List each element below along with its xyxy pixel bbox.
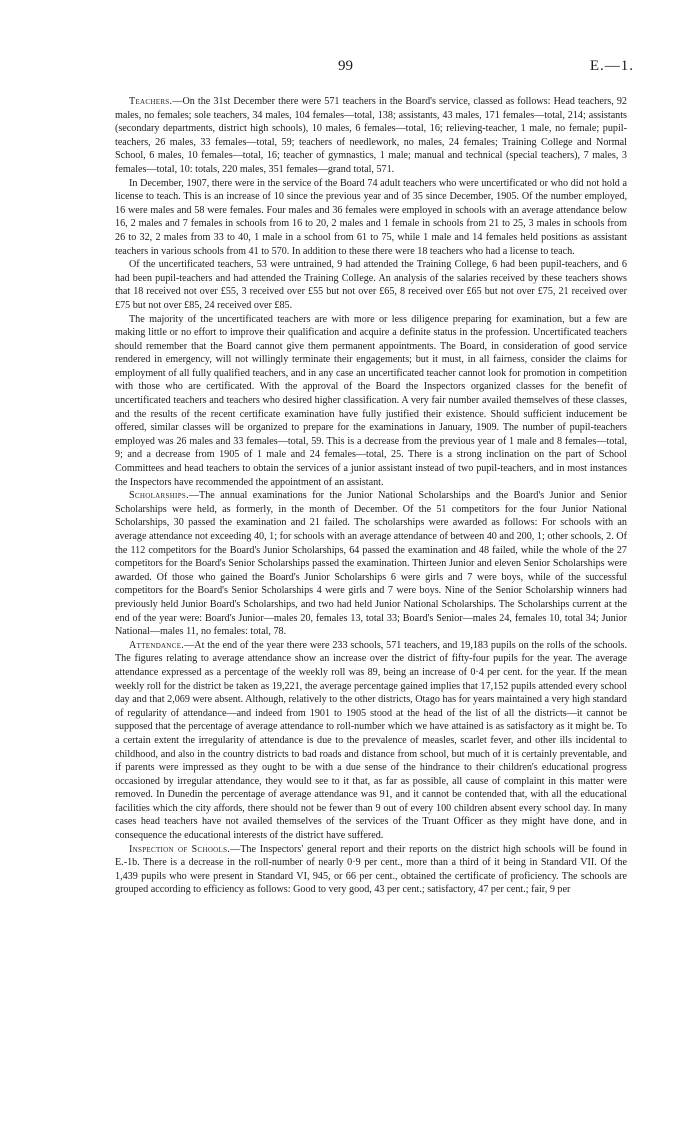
section-heading: Attendance. [129, 639, 185, 651]
section-heading: Inspection of Schools. [129, 843, 231, 855]
paragraph-text: —At the end of the year there were 233 schools, 571 teachers, and 19,183 pupils on the rolls of the schools. The figures relating to average attendance show an increase over the district of fifty-four pupils for the year. The average attendance expressed as a percentage of the weekly roll was 89, being an increase of 0·4 per cent. for the year. If the mean weekly roll for the district be taken as 19,221, the average percentage gained implies that 17,152 pupils attended every school day and that 2,069 were absent. Although, relatively to the other districts, Otago has for years maintained a very high standard of regularity of attendance—and indeed from 1901 to 1905 stood at the head of the list of all the districts—it cannot be supposed that the percentage of average attendance to roll-number which we have attained is as satisfactory as it might be. To a certain extent the irregularity of attendance is due to the prevalence of measles, scarlet fever, and other ills incidental to childhood, and also in the country districts to bad roads and distance from school, but much of it is certainly preventable, and if parents were impressed as they ought to be with a due sense of the hindrance to their children's educational progress occasioned by irregular attendance, they would see to it that, as far as possible, all cause of complaint in this matter were removed. In Dunedin the percentage of average attendance was 91, and it cannot be contended that, with all the educational facilities which the city affords, there should not be fewer than 9 out of every 100 children absent every school day. In many cases head teachers have not availed themselves of the services of the Truant Officer as they might have done, and in consequence the educational interests of the district have suffered. [115, 639, 627, 842]
paragraph-inspection [115, 843, 627, 897]
paragraph-text: —On the 31st December there were 571 teachers in the Board's service, classed as follows: Head teachers, 92 males, no females; sole teachers, 34 males, 104 females—total, 138; assistants, 43 males, 171 females—total, 214; assistants (secondary departments, district high schools), 10 males, 6 females—total, 16; relieving-teacher, 1 male, no female; pupil-teachers, 26 males, 33 females—total, 59; teachers of needlework, no males, 24 females; Training College and Normal School, 6 males, 10 females—total, 16; teacher of gymnastics, 1 male; manual and technical (special teachers), 7 males, 3 females—total, 10: totals, 220 males, 351 females—grand total, 571. [115, 96, 627, 175]
page-number: 99 [338, 58, 353, 74]
paragraph-teachers [115, 95, 627, 177]
paragraph-text: In December, 1907, there were in the service of the Board 74 adult teachers who were uncertificated or who did not hold a license to teach. This is an increase of 10 since the previous year and of 35 since December, 1905. Of the number employed, 16 were males and 58 were females. Four males and 36 females were employed in schools with an average attendance below 16, 2 males and 7 females in schools from 16 to 20, 2 males and 1 female in schools from 21 to 25, 3 males in schools from 26 to 32, 2 males from 33 to 40, 1 male in a school from 61 to 75, while 1 male and 14 females held positions as assistant teachers in various schools from 41 to 570. In addition to these there were 18 teachers who had a license to teach. [115, 177, 627, 257]
paragraph-text: —The annual examinations for the Junior National Scholarships and the Board's Junior and Senior Scholarships were held, as formerly, in the month of December. Of the 51 competitors for the four Junior National Scholarships, 30 passed the examination and 21 failed. The scholarships were awarded as follows: For schools with an average attendance not exceeding 40, 1; for schools with an average attendance of between 40 and 200, 1; other schools, 2. Of the 112 competitors for the Board's Junior Scholarships, 64 passed the examination and 48 failed, while the whole of the 27 competitors for the Board's Senior Scholarships passed the examination. Thirteen Junior and eleven Senior Scholarships were awarded. Of those who gained the Board's Junior Scholarships 6 were girls and 7 were boys, while of the successful competitors for the Board's Senior Scholarships 4 were girls and 7 were boys. Nine of the Senior Scholarship winners had previously held Junior Board's Scholarships, and two had held Junior National Scholarships. The Scholarships current at the end of the year were: Board's Junior—males 20, females 13, total 33; Board's Senior—males 24, females 10, total 34; Junior National—males 11, no females: total, 78. [115, 490, 627, 638]
paragraph-uncertificated-majority [115, 313, 627, 490]
paragraph-text: The majority of the uncertificated teachers are with more or less diligence preparing for examination, but a few are making little or no effort to improve their qualification and acquire a definite status in the profession. Uncertificated teachers should remember that the Board cannot give them permanent appointments. The Board, in consideration of good service rendered in emergency, will not willingly terminate their engagements; but it must, in all fairness, consider the claims for employment of all fully qualified teachers, and in any case an uncertificated teacher cannot look for promotion in competition with those who are certificated. With the approval of the Board the Inspectors organized classes for the benefit of uncertificated teachers and teachers who desired higher classification. A very fair number availed themselves of these classes, and the results of the recent certificate examination have fully justified their existence. Should sufficient inducement be offered, similar classes will be organized to prepare for the examinations in January, 1909. The number of pupil-teachers employed was 26 males and 33 females—total, 59. This is a decrease from the previous year of 1 male and 8 females—total, 9; and a decrease from 1905 of 1 male and 24 females—total, 25. There is a strong inclination on the part of School Committees and head teachers to obtain the services of a junior assistant instead of two pupil-teachers, and in most instances the Inspectors have recommended the appointment of an assistant. [115, 313, 627, 488]
paragraph-uncertificated-1907 [115, 177, 627, 259]
paragraph-scholarships [115, 489, 627, 639]
document-reference: E.—1. [589, 58, 634, 74]
body-text [115, 95, 627, 897]
paragraph-attendance [115, 639, 627, 843]
section-heading: Scholarships. [129, 490, 189, 502]
page-header [0, 58, 700, 78]
paragraph-text: —The Inspectors' general report and their reports on the district high schools will be found in E.-1b. There is a decrease in the roll-number of nearly 0·9 per cent., more than a third of it being in Standard VII. Of the 1,439 pupils who were present in Standard VI, 945, or 66 per cent., obtained the certificate of proficiency. The schools are grouped according to efficiency as follows: Good to very good, 43 per cent.; satisfactory, 47 per cent.; fair, 9 per [115, 843, 627, 896]
section-heading: Teachers. [129, 96, 173, 107]
paragraph-text: Of the uncertificated teachers, 53 were untrained, 9 had attended the Training College, 6 had been pupil-teachers, and 6 had been pupil-teachers and had attended the Training College. An analysis of the salaries received by these teachers shows that 18 received not over £55, 3 received over £55 but not over £65, 8 received over £65 but not over £75, 21 received over £75 but not over £85, 24 received over £85. [115, 259, 627, 311]
paragraph-uncertificated-salaries [115, 258, 627, 312]
